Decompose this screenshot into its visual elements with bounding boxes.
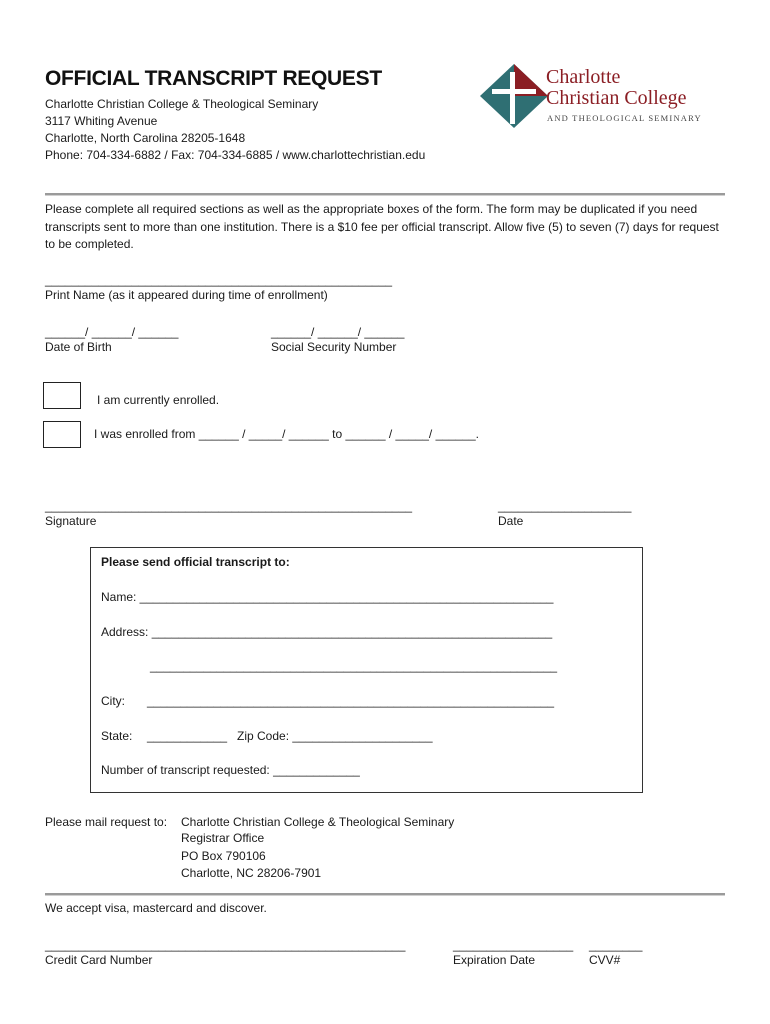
ssn-label: Social Security Number [271, 340, 397, 354]
recipient-address-line2-input[interactable]: _____________________________________________________________ [150, 659, 558, 673]
signature-input[interactable]: _______________________________________________________ [45, 499, 413, 513]
date-input[interactable]: ____________________ [498, 499, 632, 513]
currently-enrolled-label: I am currently enrolled. [97, 393, 220, 407]
credit-card-input[interactable]: ______________________________________________________ [45, 938, 406, 952]
was-enrolled-dates-input[interactable]: I was enrolled from ______ / _____/ ______ to ______ / _____/ ______. [94, 427, 479, 441]
header-divider [45, 193, 725, 196]
mail-institution: Charlotte Christian College & Theological Seminary [181, 815, 455, 829]
signature-label: Signature [45, 514, 97, 528]
city-label: City: [101, 694, 125, 708]
mail-po-box: PO Box 790106 [181, 849, 266, 863]
dob-input[interactable]: ______/ ______/ ______ [45, 325, 179, 339]
currently-enrolled-checkbox[interactable] [43, 382, 81, 409]
page-title: OFFICIAL TRANSCRIPT REQUEST [45, 67, 382, 90]
dob-label: Date of Birth [45, 340, 112, 354]
print-name-label: Print Name (as it appeared during time of enrollment) [45, 288, 328, 302]
cvv-label: CVV# [589, 953, 621, 967]
logo-text-college: Christian College [546, 87, 687, 109]
expiration-input[interactable]: __________________ [453, 938, 574, 952]
expiration-label: Expiration Date [453, 953, 536, 967]
send-to-heading: Please send official transcript to: [101, 555, 290, 569]
credit-card-label: Credit Card Number [45, 953, 153, 967]
was-enrolled-checkbox[interactable] [43, 421, 81, 448]
institution-name: Charlotte Christian College & Theological Seminary [45, 97, 319, 111]
mail-request-label: Please mail request to: [45, 815, 168, 829]
city-address: Charlotte, North Carolina 28205-1648 [45, 131, 246, 145]
zip-code-input[interactable]: Zip Code: _____________________ [237, 729, 433, 743]
recipient-address-input[interactable]: Address: ____________________________________________________________ [101, 625, 553, 639]
payment-divider [45, 893, 725, 896]
cvv-input[interactable]: ________ [589, 938, 643, 952]
ssn-input[interactable]: ______/ ______/ ______ [271, 325, 405, 339]
instructions-paragraph: Please complete all required sections as well as the appropriate boxes of the form. The form may be duplicated if you need transcripts sent to more than one institution. There is a $10 fee per official transcript. Allow five (5) to seven (7) days for request to be completed. [45, 202, 719, 251]
logo-text-seminary: AND THEOLOGICAL SEMINARY [547, 113, 702, 123]
mail-office: Registrar Office [181, 831, 265, 845]
state-label: State: [101, 729, 133, 743]
date-label: Date [498, 514, 524, 528]
print-name-input[interactable]: ____________________________________________________ [45, 273, 393, 287]
accepted-cards-text: We accept visa, mastercard and discover. [45, 901, 267, 915]
mail-city: Charlotte, NC 28206-7901 [181, 866, 322, 880]
city-input[interactable]: _____________________________________________________________ [147, 694, 555, 708]
cross-diamond-icon [478, 62, 550, 130]
logo-text-charlotte: Charlotte [546, 66, 621, 88]
state-input[interactable]: ____________ [147, 729, 228, 743]
recipient-name-input[interactable]: Name: ______________________________________________________________ [101, 590, 554, 604]
street-address: 3117 Whiting Avenue [45, 114, 158, 128]
transcript-count-input[interactable]: Number of transcript requested: _____________ [101, 763, 360, 777]
contact-info: Phone: 704-334-6882 / Fax: 704-334-6885 / www.charlottechristian.edu [45, 148, 426, 162]
